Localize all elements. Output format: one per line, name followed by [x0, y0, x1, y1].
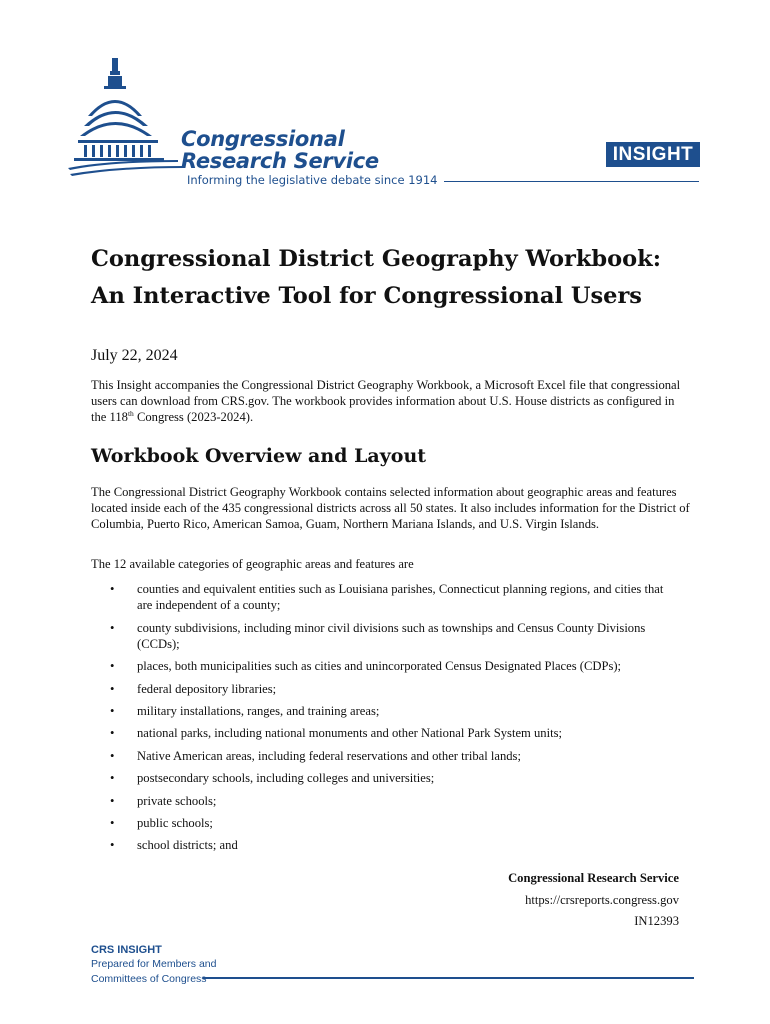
list-item-text: military installations, ranges, and training areas;	[137, 703, 380, 718]
list-item	[110, 837, 670, 853]
list-item	[110, 681, 670, 697]
list-item	[110, 658, 670, 674]
title-line2: An Interactive Tool for Congressional Users	[91, 283, 642, 309]
bullet-icon: •	[110, 681, 115, 696]
bullet-icon: •	[110, 726, 115, 741]
bullet-icon: •	[110, 620, 115, 635]
capitol-dome-icon	[68, 56, 188, 181]
tagline-rule	[444, 181, 699, 182]
list-item-text: public schools;	[137, 815, 213, 830]
list-item	[110, 581, 670, 613]
bullet-icon: •	[110, 838, 115, 853]
bullet-icon: •	[110, 771, 115, 786]
list-item	[110, 725, 670, 741]
crs-wordmark	[181, 128, 379, 172]
list-item-text: Native American areas, including federal reservations and other tribal lands;	[137, 748, 521, 763]
crs-insight-label: CRS INSIGHT	[91, 944, 162, 956]
bullet-icon: •	[110, 793, 115, 808]
crs-insight-footer	[91, 943, 216, 987]
list-item-text: postsecondary schools, including colleges and universities;	[137, 771, 435, 786]
list-item	[110, 770, 670, 786]
list-item-text: counties and equivalent entities such as Louisiana parishes, Connecticut planning regions, and cities that are independent of a county;	[137, 582, 664, 613]
list-item-text: private schools;	[137, 793, 217, 808]
list-item-text: county subdivisions, including minor civil divisions such as townships and Census County Divisions (CCDs);	[137, 620, 646, 651]
page-title	[91, 241, 731, 315]
org-name-line1: Congressional	[181, 127, 345, 151]
list-item-text: federal depository libraries;	[137, 681, 277, 696]
list-item	[110, 748, 670, 764]
overview-paragraph: The Congressional District Geography Workbook contains selected information about geographic areas and features located inside each of the 435 congressional districts across all 50 states. It also includes information for the District of Columbia, Puerto Rico, American Samoa, Guam, Northern Mariana Islands, and U.S. Virgin Islands.	[91, 485, 690, 532]
intro-text-2: Congress (2023-2024).	[133, 410, 254, 425]
list-item	[110, 815, 670, 831]
list-item-text: places, both municipalities such as cities and unincorporated Census Designated Places (CDPs);	[137, 659, 622, 674]
section-heading: Workbook Overview and Layout	[91, 445, 427, 467]
org-name-line2: Research Service	[181, 149, 379, 173]
list-item	[110, 793, 670, 809]
footer-rule	[203, 977, 694, 979]
insight-badge: INSIGHT	[606, 142, 700, 167]
prepared-line1: Prepared for Members and	[91, 958, 217, 970]
list-item-text: national parks, including national monuments and other National Park System units;	[137, 726, 562, 741]
footer-url[interactable]: https://crsreports.congress.gov	[525, 893, 679, 907]
report-id: IN12393	[634, 914, 679, 928]
bullet-icon: •	[110, 659, 115, 674]
categories-list	[110, 581, 670, 860]
list-item	[110, 703, 670, 719]
bullet-icon: •	[110, 703, 115, 718]
intro-paragraph	[91, 377, 691, 426]
tagline: Informing the legislative debate since 1914	[187, 173, 438, 187]
bullet-icon: •	[110, 815, 115, 830]
prepared-line2: Committees of Congress	[91, 973, 207, 985]
title-line1: Congressional District Geography Workbook:	[91, 246, 662, 272]
publication-date: July 22, 2024	[91, 347, 178, 364]
bullet-icon: •	[110, 748, 115, 763]
bullet-icon: •	[110, 582, 115, 596]
list-item	[110, 620, 670, 652]
categories-intro: The 12 available categories of geographic areas and features are	[91, 557, 414, 571]
intro-text-1: This Insight accompanies the Congressional District Geography Workbook, a Microsoft Excel file that congressional users can download from CRS.gov. The workbook provides information about U.S. House districts as configured in the 118	[91, 378, 681, 425]
list-item-text: school districts; and	[137, 838, 238, 853]
footer-org: Congressional Research Service	[508, 871, 679, 885]
intro-superscript: th	[127, 409, 134, 419]
